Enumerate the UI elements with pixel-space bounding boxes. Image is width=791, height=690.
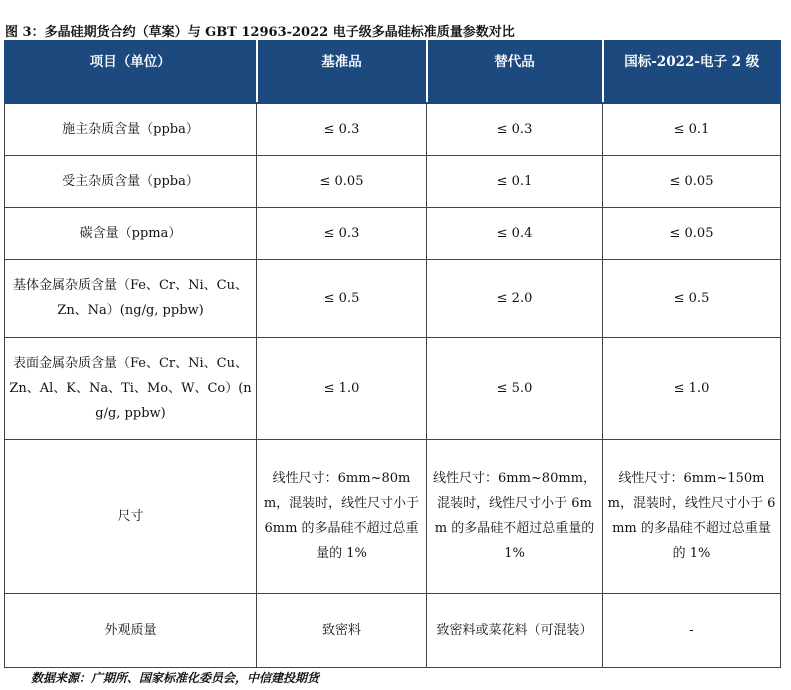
row-std: ≤ 1.0	[603, 337, 781, 439]
row-std: ≤ 0.5	[603, 259, 781, 337]
row-item: 基体金属杂质含量（Fe、Cr、Ni、Cu、Zn、Na）(ng/g, ppbw)	[5, 259, 257, 337]
row-base: 线性尺寸：6mm~80mm，混装时，线性尺寸小于6mm 的多晶硅不超过总重量的 1%	[257, 439, 427, 593]
table-row	[5, 593, 781, 667]
header-item: 项目（单位）	[5, 40, 257, 103]
row-std: ≤ 0.05	[603, 155, 781, 207]
table-row	[5, 337, 781, 439]
table-row	[5, 259, 781, 337]
row-std: -	[603, 593, 781, 667]
table-row	[5, 103, 781, 155]
comparison-table	[4, 40, 781, 668]
row-base: ≤ 0.5	[257, 259, 427, 337]
data-source-note: 数据来源：广期所、国家标准化委员会，中信建投期货	[31, 671, 320, 685]
row-alt: 线性尺寸：6mm~80mm，混装时，线性尺寸小于 6mm 的多晶硅不超过总重量的 1%	[427, 439, 603, 593]
figure-title: 图 3：多晶硅期货合约（草案）与 GBT 12963-2022 电子级多晶硅标准质量参数对比	[5, 25, 515, 40]
table-row	[5, 439, 781, 593]
row-std: ≤ 0.1	[603, 103, 781, 155]
row-alt: ≤ 5.0	[427, 337, 603, 439]
row-alt: 致密料或菜花料（可混装）	[427, 593, 603, 667]
row-alt: ≤ 0.3	[427, 103, 603, 155]
row-alt: ≤ 2.0	[427, 259, 603, 337]
row-item: 受主杂质含量（ppba）	[5, 155, 257, 207]
row-alt: ≤ 0.4	[427, 207, 603, 259]
row-std: ≤ 0.05	[603, 207, 781, 259]
table-header-row	[5, 40, 781, 103]
row-item: 尺寸	[5, 439, 257, 593]
row-base: 致密料	[257, 593, 427, 667]
row-base: ≤ 1.0	[257, 337, 427, 439]
header-alt: 替代品	[427, 40, 603, 103]
table-row	[5, 207, 781, 259]
header-std: 国标-2022-电子 2 级	[603, 40, 781, 103]
row-alt: ≤ 0.1	[427, 155, 603, 207]
row-std: 线性尺寸：6mm~150mm，混装时，线性尺寸小于 6mm 的多晶硅不超过总重量的 1%	[603, 439, 781, 593]
row-base: ≤ 0.3	[257, 207, 427, 259]
row-item: 施主杂质含量（ppba）	[5, 103, 257, 155]
row-item: 外观质量	[5, 593, 257, 667]
row-item: 表面金属杂质含量（Fe、Cr、Ni、Cu、Zn、Al、K、Na、Ti、Mo、W、Co）(ng/g, ppbw)	[5, 337, 257, 439]
table-row	[5, 155, 781, 207]
row-base: ≤ 0.05	[257, 155, 427, 207]
row-item: 碳含量（ppma）	[5, 207, 257, 259]
row-base: ≤ 0.3	[257, 103, 427, 155]
header-base: 基准品	[257, 40, 427, 103]
